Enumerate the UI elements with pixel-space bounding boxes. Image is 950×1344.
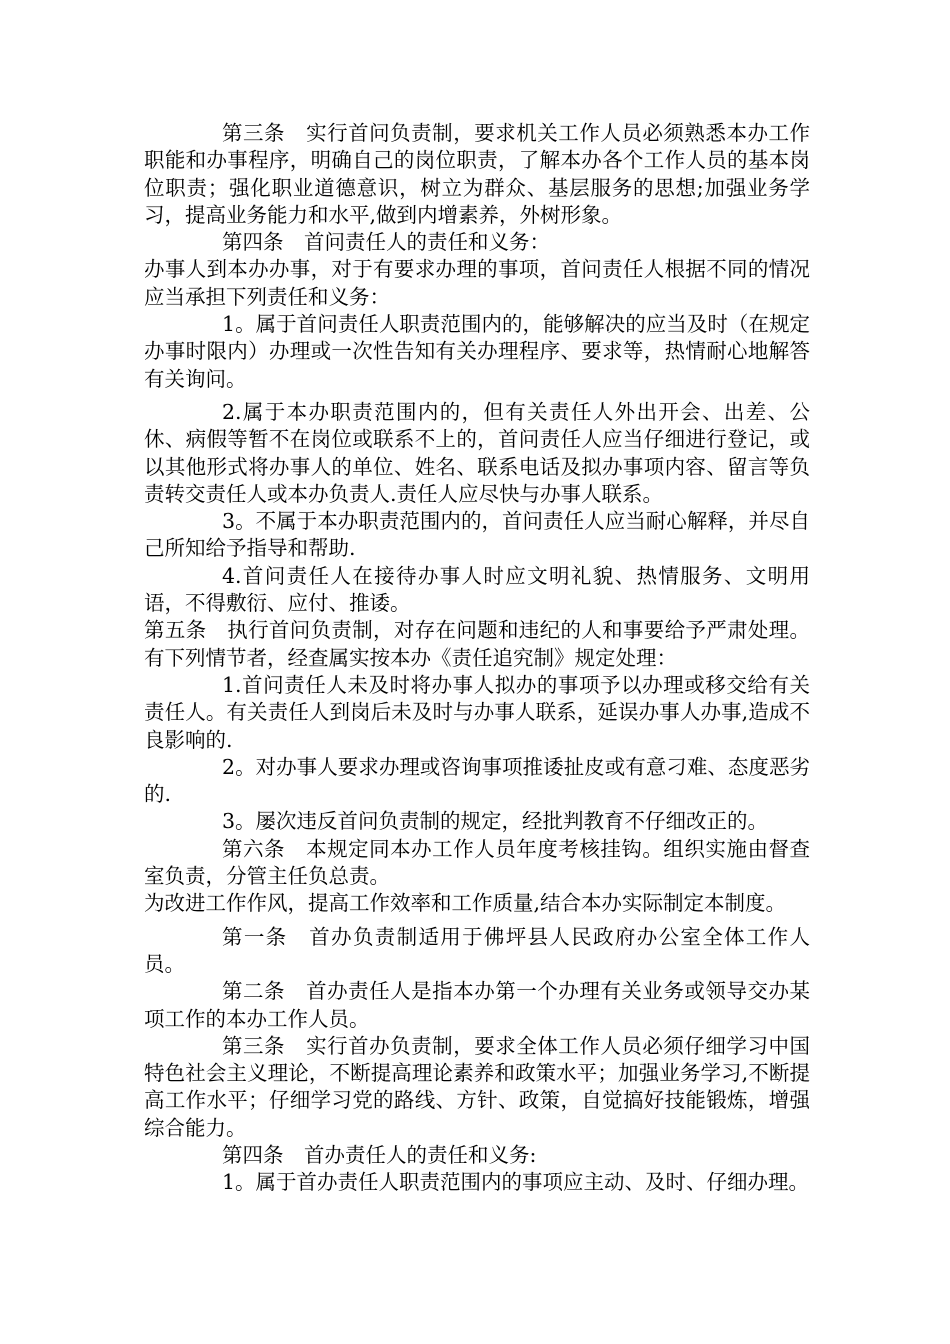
paragraph-article-4-item-2: 2.属于本办职责范围内的，但有关责任人外出开会、出差、公休、病假等暂不在岗位或联系不上的，首问责任人应当仔细进行登记，或以其他形式将办事人的单位、姓名、联系电话及拟办事项内容、留言等负责转交责任人或本办负责人.责任人应尽快与办事人联系。 [144,399,810,506]
paragraph-article-4-item-4: 4.首问责任人在接待办事人时应文明礼貌、热情服务、文明用语，不得敷衍、应付、推诿。 [144,563,810,616]
document-body [144,120,810,1197]
paragraph-article-3: 第三条 实行首问负责制，要求机关工作人员必须熟悉本办工作职能和办事程序，明确自己的岗位职责，了解本办各个工作人员的基本岗位职责；强化职业道德意识，树立为群众、基层服务的思想;加强业务学习，提高业务能力和水平,做到内增素养，外树形象。 [144,121,810,227]
paragraph-article-6: 第六条 本规定同本办工作人员年度考核挂钩。组织实施由督查室负责，分管主任负总责。 [144,836,810,889]
paragraph-article-5-item-2: 2。对办事人要求办理或咨询事项推诿扯皮或有意刁难、态度恶劣的. [144,754,810,807]
paragraph-article-5-item-1: 1.首问责任人未及时将办事人拟办的事项予以办理或移交给有关责任人。有关责任人到岗后未及时与办事人联系，延误办事人办事,造成不良影响的. [144,672,810,752]
paragraph-article-4-item-1: 1。属于首问责任人职责范围内的，能够解决的应当及时（在规定办事时限内）办理或一次性告知有关办理程序、要求等，热情耐心地解答有关询问。 [144,312,810,391]
paragraph-second-article-4-item-1: 1。属于首办责任人职责范围内的事项应主动、及时、仔细办理。 [222,1170,810,1195]
paragraph-article-5-item-3: 3。屡次违反首问负责制的规定，经批判教育不仔细改正的。 [222,809,769,834]
paragraph-second-article-1: 第一条 首办负责制适用于佛坪县人民政府办公室全体工作人员。 [144,924,810,976]
paragraph-article-4-item-3: 3。不属于本办职责范围内的，首问责任人应当耐心解释，并尽自己所知给予指导和帮助. [144,509,810,561]
paragraph-article-4-intro: 办事人到本办办事，对于有要求办理的事项，首问责任人根据不同的情况应当承担下列责任和义务： [144,257,810,309]
paragraph-second-article-4-heading: 第四条 首办责任人的责任和义务: [222,1142,537,1167]
paragraph-article-5: 第五条 执行首问负责制，对存在问题和违纪的人和事要给予严肃处理。有下列情节者，经查属实按本办《责任追究制》规定处理： [144,618,810,670]
paragraph-second-rules-intro: 为改进工作作风，提高工作效率和工作质量,结合本办实际制定本制度。 [144,891,787,916]
paragraph-article-4-heading: 第四条 首问责任人的责任和义务： [222,230,550,255]
paragraph-second-article-3: 第三条 实行首办负责制，要求全体工作人员必须仔细学习中国特色社会主义理论，不断提高理论素养和政策水平；加强业务学习,不断提高工作水平；仔细学习党的路线、方针、政策，自觉搞好技能锻炼，增强综合能力。 [144,1033,810,1140]
paragraph-second-article-2: 第二条 首办责任人是指本办第一个办理有关业务或领导交办某项工作的本办工作人员。 [144,979,810,1031]
